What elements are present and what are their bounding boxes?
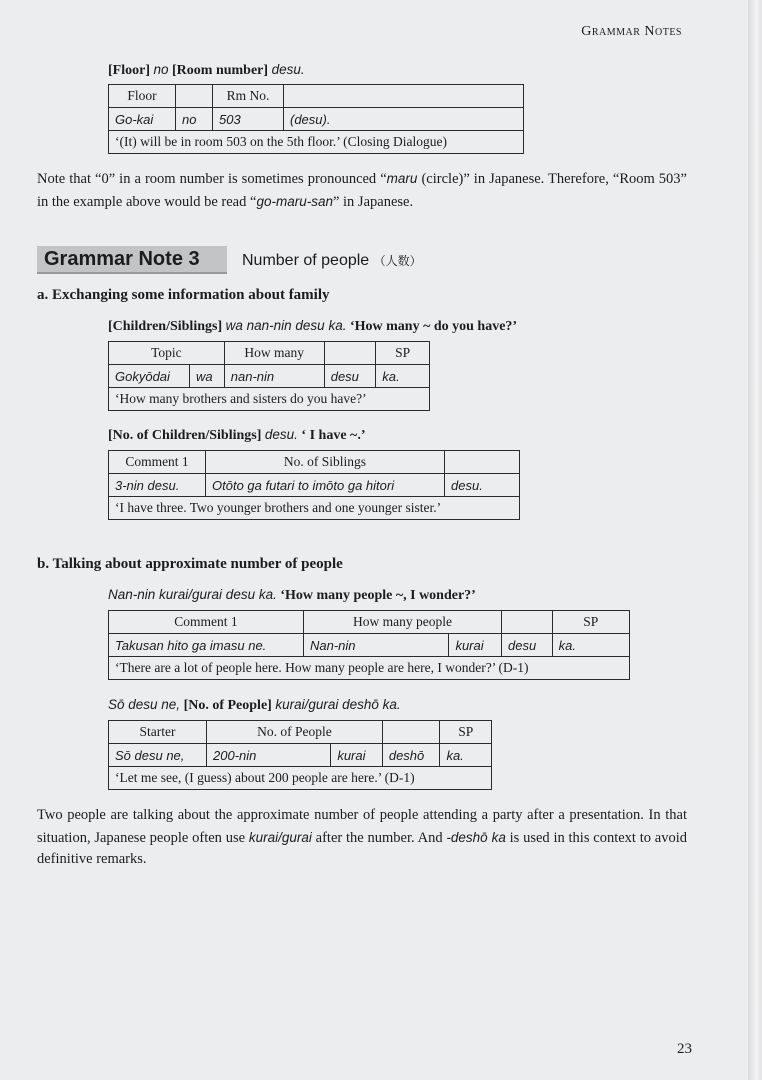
- table-cell: [176, 85, 213, 108]
- table-translation-row: [109, 657, 630, 680]
- pattern-part: ‘How many ~ do you have?’: [346, 319, 518, 334]
- translation-cell: ‘How many brothers and sisters do you have?’: [109, 388, 430, 411]
- closing-paragraph: [37, 805, 687, 871]
- table-cell: Go-kai: [109, 108, 176, 131]
- table-translation-row: [109, 497, 520, 520]
- maru-note-paragraph: [37, 168, 687, 213]
- table-cell: desu: [324, 365, 376, 388]
- pattern-part: desu.: [264, 427, 298, 442]
- table-cell: [502, 611, 553, 634]
- table-cell: No. of Siblings: [206, 451, 445, 474]
- table-cell: [382, 721, 440, 744]
- table-cell: No. of People: [207, 721, 383, 744]
- table-cell: [324, 342, 376, 365]
- pattern-part: [No. of People]: [180, 698, 276, 713]
- table-cell: Gokyōdai: [109, 365, 190, 388]
- table-cell: kurai: [331, 744, 383, 767]
- text-run: ” in Japanese.: [332, 193, 414, 210]
- table-cell: Floor: [109, 85, 176, 108]
- text-run: (circle)” in Japanese. Therefore, “Room 503” in the example above would be read “: [37, 171, 687, 210]
- pattern-part: wa nan-nin desu ka.: [225, 318, 347, 333]
- grammar-note-title: [242, 250, 422, 272]
- table-header-row: [109, 342, 430, 365]
- table-cell: [445, 451, 520, 474]
- pattern-part: [No. of Children/Siblings]: [108, 428, 265, 443]
- floor-pattern-line: [108, 62, 305, 79]
- table-cell: desu: [502, 634, 553, 657]
- table-header-row: [109, 721, 492, 744]
- siblings-answer-table: [108, 450, 520, 520]
- table-cell: Comment 1: [109, 611, 304, 634]
- table-cell: 3-nin desu.: [109, 474, 206, 497]
- pattern-part: Sō desu ne,: [108, 697, 181, 712]
- table-row: [109, 744, 492, 767]
- title-jp: （人数）: [373, 254, 422, 268]
- table-cell: desu.: [445, 474, 520, 497]
- section-b-pattern-2: [108, 697, 401, 714]
- table-cell: Rm No.: [213, 85, 284, 108]
- text-run: kurai/gurai: [248, 829, 312, 845]
- translation-cell: ‘I have three. Two younger brothers and one younger sister.’: [109, 497, 520, 520]
- pattern-part: no: [153, 62, 169, 77]
- table-translation-row: [109, 767, 492, 790]
- pattern-part: Nan-nin kurai/gurai desu ka.: [108, 587, 277, 602]
- page-edge: [748, 0, 762, 1080]
- table-header-row: [109, 451, 520, 474]
- grammar-note-label: Grammar Note 3: [44, 248, 200, 270]
- table-cell: SP: [440, 721, 492, 744]
- text-run: maru: [386, 171, 418, 186]
- section-a-heading: a. Exchanging some information about family: [37, 287, 330, 303]
- table-cell: ka.: [376, 365, 430, 388]
- section-b-pattern-1: [108, 587, 476, 604]
- translation-cell: ‘Let me see, (I guess) about 200 people are here.’ (D-1): [109, 767, 492, 790]
- text-run: Two people are talking about the approximate number of people attending a party after a presentation. In that situation, Japanese people often use: [37, 807, 687, 846]
- text-run: is used in this context to avoid definitive remarks.: [37, 829, 688, 867]
- pattern-part: [Children/Siblings]: [108, 319, 226, 334]
- table-cell: no: [176, 108, 213, 131]
- section-b-heading: b. Talking about approximate number of people: [37, 556, 343, 572]
- pattern-part: [Floor]: [108, 63, 154, 78]
- table-cell: [284, 85, 524, 108]
- pattern-part: [Room number]: [168, 63, 272, 78]
- table-cell: nan-nin: [224, 365, 324, 388]
- running-head: Grammar Notes: [581, 24, 682, 39]
- text-run: -deshō ka: [446, 829, 506, 845]
- table-cell: How many people: [303, 611, 501, 634]
- table-cell: Nan-nin: [303, 634, 448, 657]
- table-cell: 503: [213, 108, 284, 131]
- pattern-part: ‘How many people ~, I wonder?’: [276, 588, 476, 603]
- floor-table: [108, 84, 524, 154]
- table-cell: How many: [224, 342, 324, 365]
- table-cell: Takusan hito ga imasu ne.: [109, 634, 304, 657]
- table-cell: ka.: [440, 744, 492, 767]
- table-cell: kurai: [449, 634, 502, 657]
- table-cell: deshō: [382, 744, 440, 767]
- section-a-pattern-2: [108, 427, 365, 444]
- table-row: [109, 634, 630, 657]
- table-cell: Topic: [109, 342, 225, 365]
- table-header-row: [109, 85, 524, 108]
- table-row: [109, 474, 520, 497]
- approx-answer-table: [108, 720, 492, 790]
- section-a-pattern-1: [108, 318, 517, 335]
- table-cell: Sō desu ne,: [109, 744, 207, 767]
- table-cell: Comment 1: [109, 451, 206, 474]
- table-cell: ka.: [552, 634, 629, 657]
- text-run: Note that “0” in a room number is sometimes pronounced “: [37, 171, 387, 187]
- text-run: after the number. And: [311, 829, 447, 846]
- approx-question-table: [108, 610, 630, 680]
- siblings-question-table: [108, 341, 430, 411]
- table-translation-row: [109, 131, 524, 154]
- pattern-part: kurai/gurai deshō ka.: [275, 697, 401, 712]
- pattern-part: desu.: [271, 62, 305, 77]
- translation-cell: ‘(It) will be in room 503 on the 5th floor.’ (Closing Dialogue): [109, 131, 524, 154]
- table-row: [109, 108, 524, 131]
- title-text: Number of people: [242, 252, 370, 269]
- text-run: go-maru-san: [256, 193, 333, 209]
- table-cell: (desu).: [284, 108, 524, 131]
- table-row: [109, 365, 430, 388]
- table-cell: Starter: [109, 721, 207, 744]
- page-number: 23: [677, 1041, 692, 1057]
- table-cell: 200-nin: [207, 744, 331, 767]
- table-header-row: [109, 611, 630, 634]
- table-translation-row: [109, 388, 430, 411]
- pattern-part: ‘ I have ~.’: [297, 428, 366, 443]
- table-cell: Otōto ga futari to imōto ga hitori: [206, 474, 445, 497]
- translation-cell: ‘There are a lot of people here. How many people are here, I wonder?’ (D-1): [109, 657, 630, 680]
- table-cell: wa: [190, 365, 225, 388]
- table-cell: SP: [552, 611, 629, 634]
- table-cell: SP: [376, 342, 430, 365]
